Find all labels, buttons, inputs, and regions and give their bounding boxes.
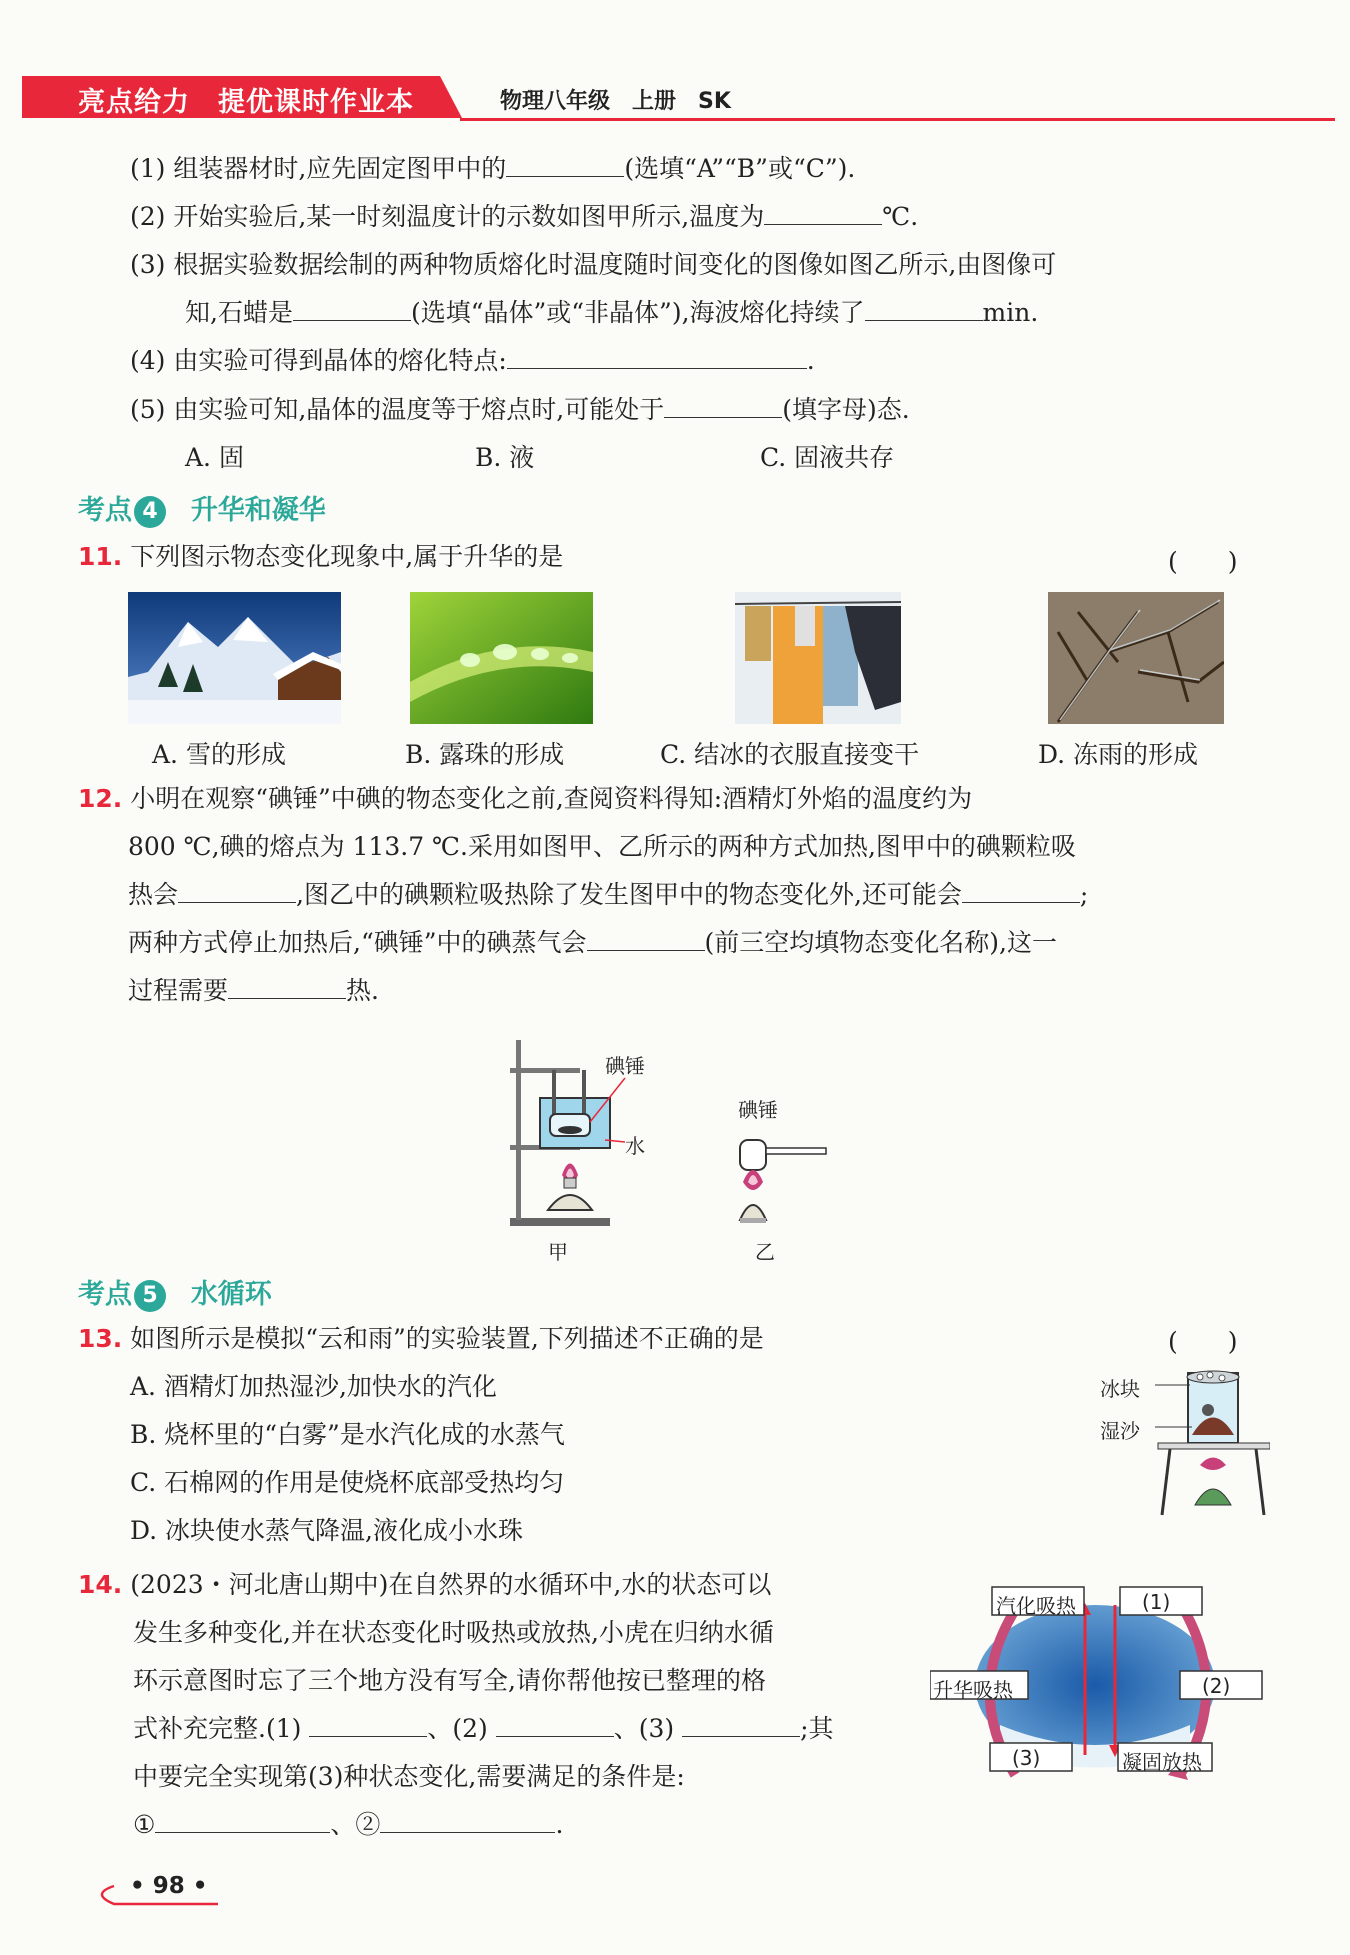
box-1[interactable]: (1) [1142, 1590, 1171, 1614]
q11-stem: 11. 下列图示物态变化现象中,属于升华的是 [78, 542, 564, 571]
box-2[interactable]: (2) [1202, 1674, 1231, 1698]
q13-option-a[interactable]: A. 酒精灯加热湿沙,加快水的汽化 [130, 1372, 497, 1401]
blank[interactable] [664, 393, 782, 418]
section-4-heading: 考点 4 升华和凝华 [78, 495, 326, 526]
q11-option-a[interactable]: A. 雪的形成 [152, 740, 286, 769]
q13-answer-paren[interactable]: ( ) [1168, 1327, 1238, 1356]
photo-snow [128, 592, 341, 724]
q10-part4: (4) 由实验可得到晶体的熔化特点: . [130, 346, 815, 375]
q13-option-b[interactable]: B. 烧杯里的“白雾”是水汽化成的水蒸气 [130, 1420, 565, 1449]
header-title: 亮点给力 提优课时作业本 [78, 87, 414, 118]
q10-option-a[interactable]: A. 固 [185, 443, 244, 472]
page-number: • 98 • [130, 1873, 208, 1899]
blank[interactable] [178, 878, 296, 903]
q10-option-c[interactable]: C. 固液共存 [760, 443, 895, 472]
q10-part5: (5) 由实验可知,晶体的温度等于熔点时,可能处于 (填字母)态. [130, 395, 910, 424]
q14-line5: 中要完全实现第(3)种状态变化,需要满足的条件是: [133, 1762, 685, 1791]
q11-option-c[interactable]: C. 结冰的衣服直接变干 [660, 740, 920, 769]
blank[interactable] [506, 152, 624, 177]
caption-jia: 甲 [548, 1240, 568, 1264]
q10-option-b[interactable]: B. 液 [475, 443, 535, 472]
q12-figure [500, 1030, 840, 1270]
q14-line1: 14. (2023・河北唐山期中)在自然界的水循环中,水的状态可以 [78, 1570, 772, 1599]
q14-line6: ① 、② . [133, 1810, 564, 1839]
q14-line3: 环示意图时忘了三个地方没有写全,请你帮他按已整理的格 [133, 1666, 766, 1695]
q10-part3-line1: (3) 根据实验数据绘制的两种物质熔化时温度随时间变化的图像如图乙所示,由图像可 [130, 250, 1057, 279]
blank[interactable] [496, 1712, 614, 1737]
q10-part3-line2: 知,石蜡是 (选填“晶体”或“非晶体”),海波熔化持续了 min. [185, 298, 1039, 327]
q12-line4: 两种方式停止加热后,“碘锤”中的碘蒸气会 (前三空均填物态变化名称),这一 [128, 928, 1057, 957]
caption-yi: 乙 [755, 1240, 775, 1264]
q14-water-cycle-figure [930, 1575, 1265, 1790]
photo-dew [410, 592, 593, 724]
q11-option-b[interactable]: B. 露珠的形成 [405, 740, 565, 769]
label-iodine-hammer-yi: 碘锤 [738, 1098, 778, 1122]
q12-line2: 800 ℃,碘的熔点为 113.7 ℃.采用如图甲、乙所示的两种方式加热,图甲中的碘颗粒吸 [128, 832, 1076, 861]
q13-figure [1100, 1365, 1270, 1520]
q11-answer-paren[interactable]: ( ) [1168, 547, 1238, 576]
photo-frozen-clothes [735, 592, 901, 724]
blank[interactable] [682, 1712, 800, 1737]
label-ice: 冰块 [1100, 1377, 1140, 1401]
q12-line3: 热会 ,图乙中的碘颗粒吸热除了发生图甲中的物态变化外,还可能会 ; [128, 880, 1089, 909]
section-5-heading: 考点 5 水循环 [78, 1279, 272, 1310]
label-wet-sand: 湿沙 [1100, 1419, 1140, 1443]
label-iodine-hammer-jia: 碘锤 [605, 1054, 645, 1078]
q12-line1: 12. 小明在观察“碘锤”中碘的物态变化之前,查阅资料得知:酒精灯外焰的温度约为 [78, 784, 973, 813]
q13-option-c[interactable]: C. 石棉网的作用是使烧杯底部受热均匀 [130, 1468, 565, 1497]
label-sublimation: 升华吸热 [933, 1678, 1013, 1702]
q14-line4: 式补充完整.(1) 、(2) 、(3) ;其 [133, 1714, 834, 1743]
blank[interactable] [764, 200, 882, 225]
blank[interactable] [228, 974, 346, 999]
q13-stem: 13. 如图所示是模拟“云和雨”的实验装置,下列描述不正确的是 [78, 1324, 764, 1353]
header-rule [460, 118, 1335, 121]
blank[interactable] [507, 344, 807, 369]
q13-option-d[interactable]: D. 冰块使水蒸气降温,液化成小水珠 [130, 1516, 523, 1545]
label-vaporization: 汽化吸热 [996, 1594, 1076, 1618]
header-subtitle: 物理八年级 上册 SK [500, 89, 731, 114]
label-water: 水 [625, 1134, 645, 1158]
q10-part1: (1) 组装器材时,应先固定图甲中的 (选填“A”“B”或“C”). [130, 154, 856, 183]
blank[interactable] [587, 926, 705, 951]
blank[interactable] [865, 296, 983, 321]
blank[interactable] [155, 1808, 330, 1833]
label-solidification: 凝固放热 [1122, 1750, 1202, 1774]
blank[interactable] [293, 296, 411, 321]
box-3[interactable]: (3) [1012, 1746, 1041, 1770]
blank[interactable] [380, 1808, 555, 1833]
q10-part2: (2) 开始实验后,某一时刻温度计的示数如图甲所示,温度为 ℃. [130, 202, 919, 231]
q12-line5: 过程需要 热. [128, 976, 379, 1005]
blank[interactable] [962, 878, 1080, 903]
q14-line2: 发生多种变化,并在状态变化时吸热或放热,小虎在归纳水循 [133, 1618, 774, 1647]
photo-freezing-rain [1048, 592, 1224, 724]
q11-option-d[interactable]: D. 冻雨的形成 [1038, 740, 1199, 769]
blank[interactable] [309, 1712, 427, 1737]
